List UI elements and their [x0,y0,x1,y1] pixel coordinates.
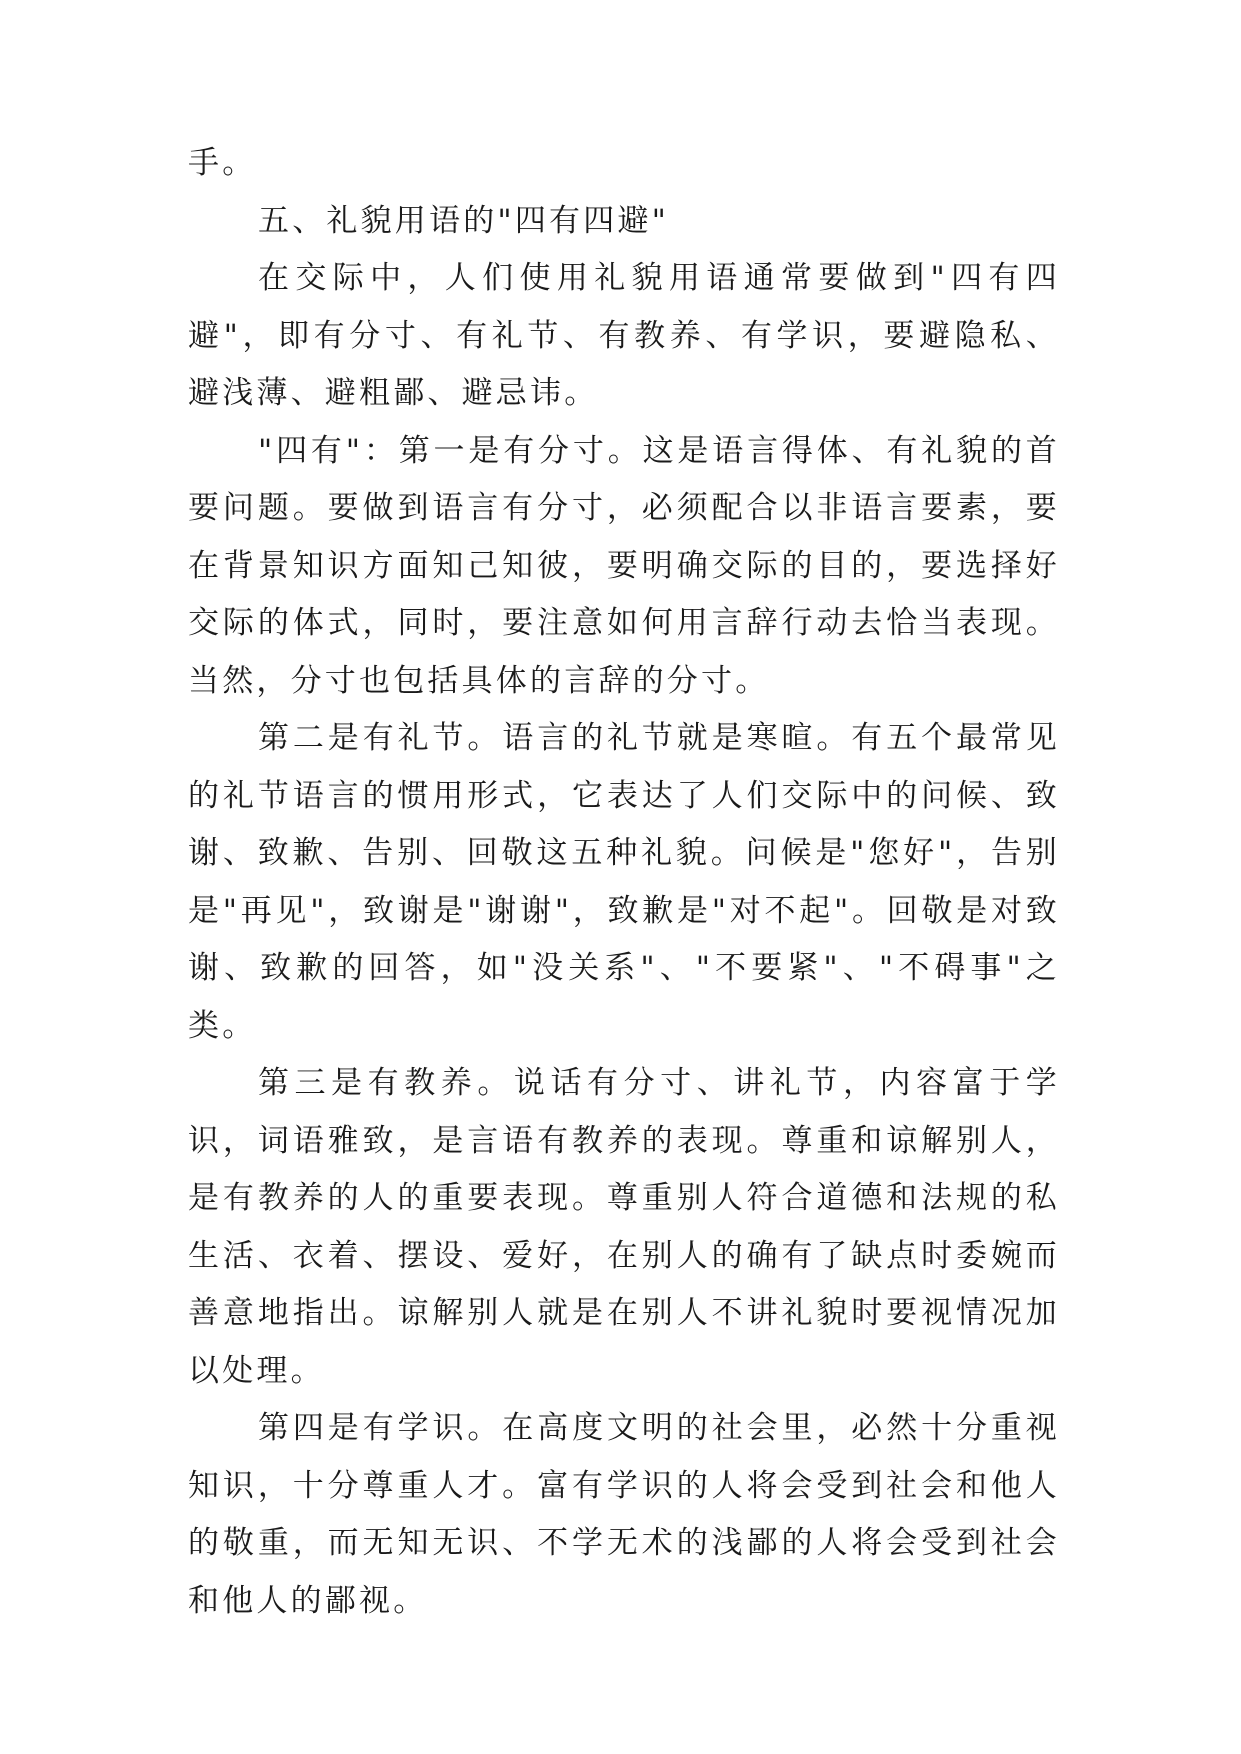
section-heading: 五、礼貌用语的"四有四避" [258,202,670,239]
paragraph-jiaoyang: 第三是有教养。说话有分寸、讲礼节，内容富于学识，词语雅致，是言语有教养的表现。尊重和谅解别人，是有教养的人的重要表现。尊重别人符合道德和法规的私生活、衣着、摆设、爱好，在别人的确有了缺点时委婉而善意地指出。谅解别人就是在别人不讲礼貌时要视情况加以处理。 [188,1065,1060,1389]
paragraph-intro: 在交际中，人们使用礼貌用语通常要做到"四有四避"，即有分寸、有礼节、有教养、有学识，要避隐私、避浅薄、避粗鄙、避忌讳。 [188,260,1060,411]
document-body [188,135,1060,1630]
paragraph-continuation: 手。 [188,145,257,181]
paragraph-xueshi: 第四是有学识。在高度文明的社会里，必然十分重视知识，十分尊重人才。富有学识的人将会受到社会和他人的敬重，而无知无识、不学无术的浅鄙的人将会受到社会和他人的鄙视。 [188,1410,1060,1619]
paragraph-fenchun: "四有"：第一是有分寸。这是语言得体、有礼貌的首要问题。要做到语言有分寸，必须配合以非语言要素，要在背景知识方面知己知彼，要明确交际的目的，要选择好交际的体式，同时，要注意如何用言辞行动去恰当表现。当然，分寸也包括具体的言辞的分寸。 [188,432,1060,699]
paragraph-lijie: 第二是有礼节。语言的礼节就是寒暄。有五个最常见的礼节语言的惯用形式，它表达了人们交际中的问候、致谢、致歉、告别、回敬这五种礼貌。问候是"您好"，告别是"再见"，致谢是"谢谢"，致歉是"对不起"。回敬是对致谢、致歉的回答，如"没关系"、"不要紧"、"不碍事"之类。 [188,720,1060,1044]
